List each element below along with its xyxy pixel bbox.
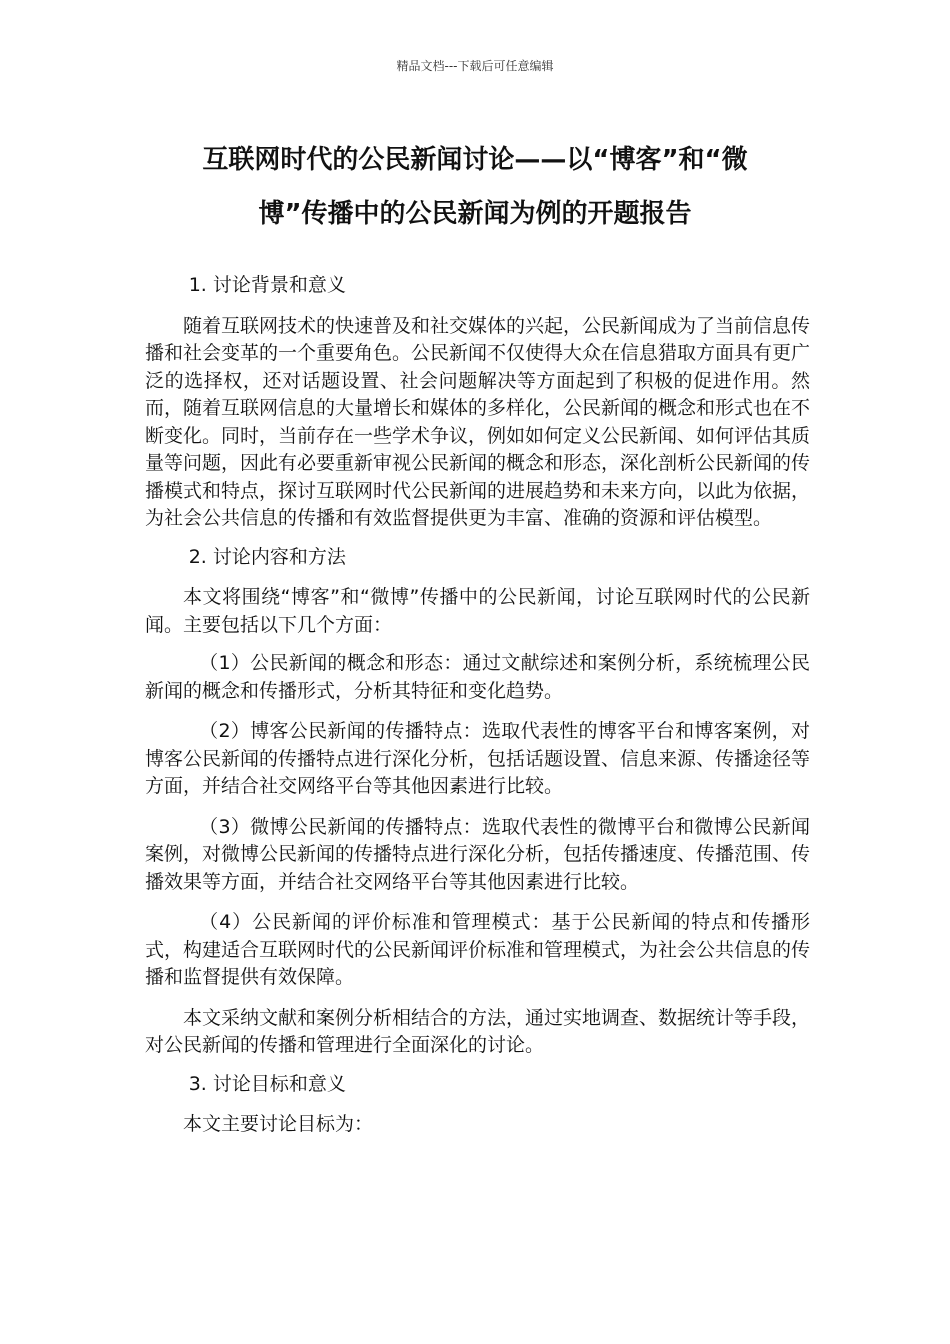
document-body [145, 272, 810, 1150]
section-3-heading: 3. 讨论目标和意义 [188, 1072, 346, 1095]
section-3-paragraph: 本文主要讨论目标为： [183, 1113, 374, 1135]
title-line-1: 互联网时代的公民新闻讨论——以“博客”和“微 [202, 145, 748, 175]
document-title [140, 133, 810, 241]
section-2-item-3: （3）微博公民新闻的传播特点：选取代表性的微博平台和微博公民新闻案例，对微博公民新闻的传播特点进行深化分析，包括传播速度、传播范围、传播效果等方面，并结合社交网络平台等其他因素进行比较。 [145, 815, 811, 893]
title-line-2: 博”传播中的公民新闻为例的开题报告 [258, 199, 692, 229]
section-2-heading: 2. 讨论内容和方法 [188, 545, 346, 568]
section-1-paragraph: 随着互联网技术的快速普及和社交媒体的兴起，公民新闻成为了当前信息传播和社会变革的一个重要角色。公民新闻不仅使得大众在信息猎取方面具有更广泛的选择权，还对话题设置、社会问题解决等方面起到了积极的促进作用。然而，随着互联网信息的大量增长和媒体的多样化，公民新闻的概念和形式也在不断变化。同时，当前存在一些学术争议，例如如何定义公民新闻、如何评估其质量等问题，因此有必要重新审视公民新闻的概念和形态，深化剖析公民新闻的传播模式和特点，探讨互联网时代公民新闻的进展趋势和未来方向，以此为依据，为社会公共信息的传播和有效监督提供更为丰富、准确的资源和评估模型。 [145, 314, 811, 529]
section-2-intro-paragraph: 本文将围绕“博客”和“微博”传播中的公民新闻，讨论互联网时代的公民新闻。主要包括以下几个方面： [145, 586, 810, 636]
section-2-item-1: （1）公民新闻的概念和形态：通过文献综述和案例分析，系统梳理公民新闻的概念和传播形式，分析其特征和变化趋势。 [145, 652, 810, 702]
section-1-heading: 1. 讨论背景和意义 [188, 274, 346, 296]
section-2-method-paragraph: 本文采纳文献和案例分析相结合的方法，通过实地调查、数据统计等手段，对公民新闻的传播和管理进行全面深化的讨论。 [145, 1006, 811, 1056]
section-2-item-4: （4）公民新闻的评价标准和管理模式：基于公民新闻的特点和传播形式，构建适合互联网时代的公民新闻评价标准和管理模式，为社会公共信息的传播和监督提供有效保障。 [145, 911, 811, 988]
section-2-item-2: （2）博客公民新闻的传播特点：选取代表性的博客平台和博客案例，对博客公民新闻的传播特点进行深化分析，包括话题设置、信息来源、传播途径等方面，并结合社交网络平台等其他因素进行比较。 [145, 720, 811, 797]
page-header: 精品文档---下载后可任意编辑 [396, 59, 554, 73]
